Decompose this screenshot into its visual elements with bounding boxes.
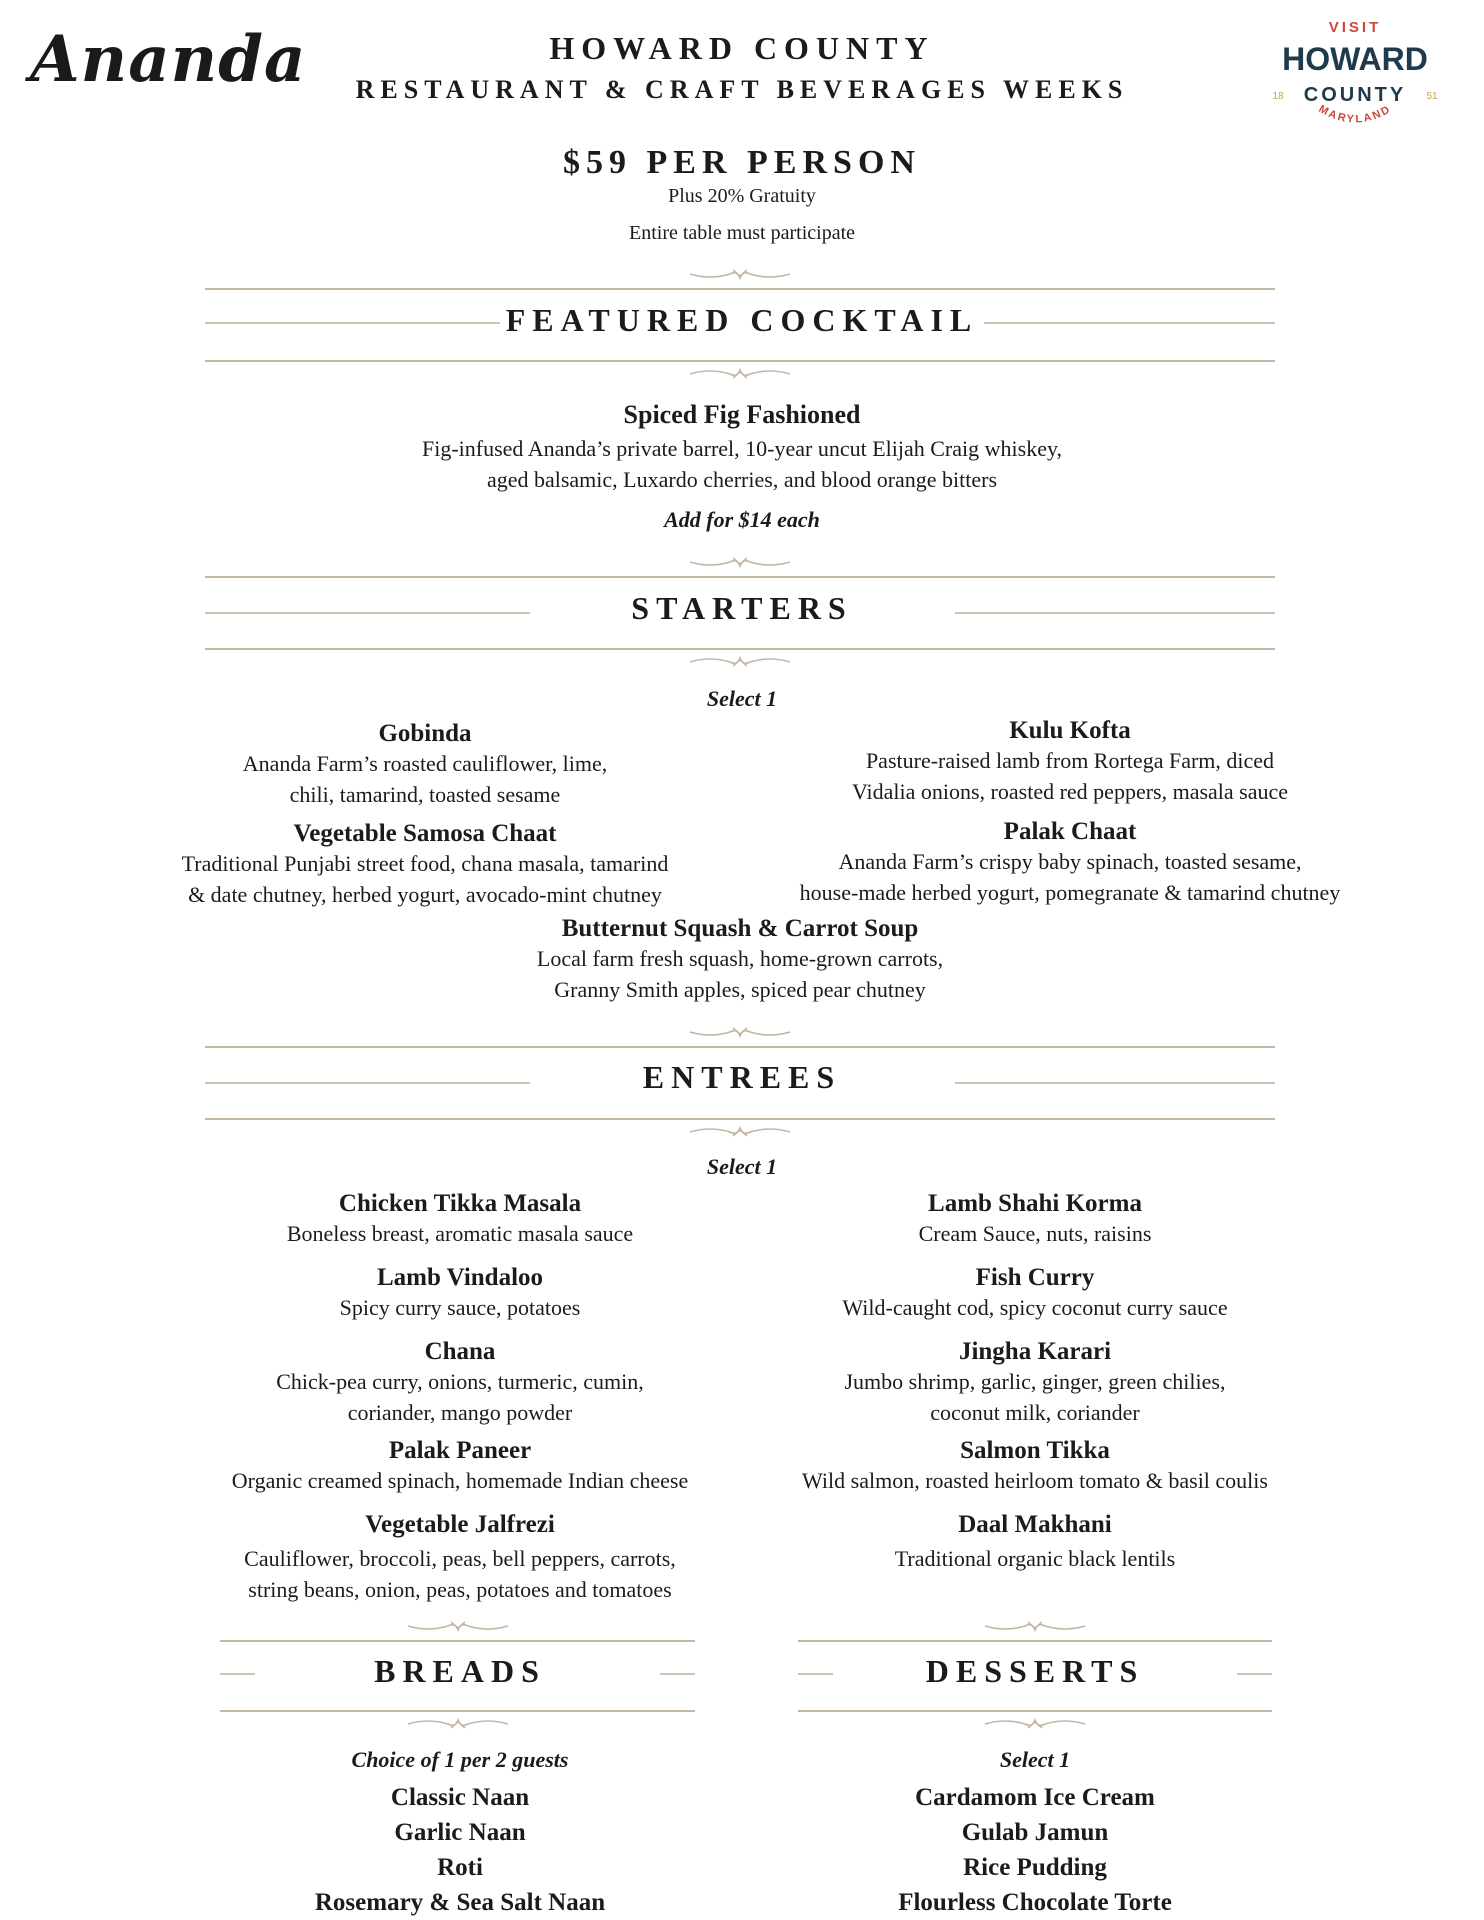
starters-section-title-wrap [0, 590, 1484, 627]
entree-name: Lamb Vindaloo [376, 1264, 544, 1291]
dessert-item: Cardamom Ice Cream [915, 1784, 1155, 1811]
flourish-ornament-icon [685, 552, 795, 576]
starter-name: Butternut Squash & Carrot Soup [561, 915, 919, 942]
starter-desc: Vidalia onions, roasted red peppers, masala sauce [851, 779, 1289, 804]
starter-name: Palak Chaat [1003, 818, 1137, 845]
logo-county: COUNTY [1303, 84, 1407, 106]
entree-item [160, 1437, 760, 1496]
flourish-ornament-icon [403, 1710, 513, 1734]
cocktail-name: Spiced Fig Fashioned [623, 400, 861, 429]
entree-item [160, 1511, 760, 1605]
entrees-section-title: ENTREES [637, 1059, 847, 1095]
starter-item [400, 915, 1080, 1005]
starter-desc: Traditional Punjabi street food, chana masala, tamarind [181, 851, 669, 876]
starter-desc: & date chutney, herbed yogurt, avocado-mint chutney [188, 882, 662, 907]
starter-desc: Pasture-raised lamb from Rortega Farm, diced [865, 748, 1275, 773]
entree-desc: Traditional organic black lentils [894, 1546, 1176, 1571]
logo-howard: HOWARD [1282, 41, 1428, 77]
entree-desc: string beans, onion, peas, potatoes and tomatoes [248, 1577, 672, 1602]
starter-desc: chili, tamarind, toasted sesame [289, 782, 561, 807]
divider-rule-top [205, 288, 1275, 290]
cocktail-section-title-wrap [0, 302, 1484, 339]
entree-item [740, 1190, 1330, 1249]
entree-desc: Spicy curry sauce, potatoes [339, 1295, 581, 1320]
cocktail-desc-line1: Fig-infused Ananda’s private barrel, 10-year uncut Elijah Craig whiskey, [421, 436, 1063, 461]
starters-select: Select 1 [706, 686, 778, 711]
logo-year-right: 51 [1426, 91, 1438, 102]
desserts-section-title: DESSERTS [920, 1653, 1151, 1689]
flourish-ornament-icon [980, 1710, 1090, 1734]
desserts-list [790, 1780, 1280, 1920]
entree-name: Jingha Karari [958, 1338, 1112, 1365]
entree-name: Fish Curry [975, 1264, 1095, 1291]
breads-select: Choice of 1 per 2 guests [351, 1747, 569, 1772]
entree-item [160, 1338, 760, 1428]
entree-desc: Cream Sauce, nuts, raisins [918, 1221, 1152, 1246]
dessert-item: Flourless Chocolate Torte [898, 1889, 1172, 1916]
entree-desc: coriander, mango powder [347, 1400, 573, 1425]
starter-desc: Ananda Farm’s roasted cauliflower, lime, [242, 751, 608, 776]
entrees-section-title-wrap [0, 1059, 1484, 1096]
divider-rule-top [205, 1046, 1275, 1048]
entree-desc: coconut milk, coriander [930, 1400, 1140, 1425]
bread-item: Rosemary & Sea Salt Naan [314, 1889, 606, 1916]
starter-name: Vegetable Samosa Chaat [293, 820, 557, 847]
flourish-ornament-icon [685, 1022, 795, 1046]
starter-desc: house-made herbed yogurt, pomegranate & tamarind chutney [799, 880, 1341, 905]
divider-rule-top [798, 1640, 1272, 1642]
starter-item [740, 818, 1400, 908]
entree-desc: Cauliflower, broccoli, peas, bell peppers, carrots, [244, 1546, 676, 1571]
divider-rule-top [220, 1640, 695, 1642]
howard-county-logo-graphic [1250, 10, 1460, 130]
participation-note: Entire table must participate [628, 222, 856, 244]
ananda-logo-text: Ananda [30, 22, 307, 97]
starter-desc: Local farm fresh squash, home-grown carrots, [536, 946, 944, 971]
flourish-ornament-icon [980, 1616, 1090, 1640]
entree-desc: Wild-caught cod, spicy coconut curry sauce [842, 1295, 1228, 1320]
bread-item: Classic Naan [390, 1784, 530, 1811]
entree-name: Salmon Tikka [960, 1437, 1110, 1464]
header-subtitle: RESTAURANT & CRAFT BEVERAGES WEEKS [355, 75, 1129, 104]
entree-item [160, 1190, 760, 1249]
breads-section-title-wrap [215, 1653, 705, 1690]
entree-item [740, 1511, 1330, 1574]
dessert-item: Rice Pudding [963, 1854, 1107, 1881]
entree-desc: Chick-pea curry, onions, turmeric, cumin, [276, 1369, 644, 1394]
entree-desc: Boneless breast, aromatic masala sauce [286, 1221, 634, 1246]
bread-item: Garlic Naan [394, 1819, 526, 1846]
flourish-ornament-icon [685, 264, 795, 288]
gratuity-note: Plus 20% Gratuity [668, 185, 816, 207]
entree-item [160, 1264, 760, 1323]
starter-item [740, 717, 1400, 807]
entree-name: Daal Makhani [958, 1511, 1112, 1538]
entree-name: Palak Paneer [388, 1437, 532, 1464]
entree-desc: Organic creamed spinach, homemade Indian cheese [231, 1468, 689, 1493]
price: $59 PER PERSON [563, 144, 921, 181]
desserts-section-title-wrap [790, 1653, 1280, 1690]
flourish-ornament-icon [685, 648, 795, 672]
starter-name: Gobinda [378, 720, 472, 747]
entree-item [740, 1338, 1330, 1428]
cocktail-addon: Add for $14 each [664, 507, 820, 532]
logo-year-left: 18 [1272, 91, 1284, 102]
starter-item [120, 820, 730, 910]
flourish-ornament-icon [685, 1118, 795, 1142]
header-title: HOWARD COUNTY [549, 30, 935, 66]
entree-item [740, 1437, 1330, 1496]
starter-item [120, 720, 730, 810]
entree-item [740, 1264, 1330, 1323]
flourish-ornament-icon [403, 1616, 513, 1640]
logo-visit: VISIT [1328, 19, 1382, 36]
starter-desc: Ananda Farm’s crispy baby spinach, toasted sesame, [838, 849, 1302, 874]
dessert-item: Gulab Jamun [961, 1819, 1109, 1846]
starter-name: Kulu Kofta [1009, 717, 1131, 744]
cocktail-section-title: FEATURED COCKTAIL [500, 302, 985, 338]
bread-item: Roti [437, 1854, 483, 1881]
entree-name: Chana [424, 1338, 496, 1365]
visit-howard-county-logo [1250, 10, 1460, 130]
entree-name: Vegetable Jalfrezi [365, 1511, 555, 1538]
entree-desc: Wild salmon, roasted heirloom tomato & basil coulis [802, 1468, 1268, 1493]
logo-maryland: MARYLAND [1316, 102, 1394, 126]
flourish-ornament-icon [685, 360, 795, 384]
starters-section-title: STARTERS [625, 590, 858, 626]
entree-name: Chicken Tikka Masala [338, 1190, 582, 1217]
divider-rule-top [205, 576, 1275, 578]
cocktail-desc-line2: aged balsamic, Luxardo cherries, and blood orange bitters [486, 467, 998, 492]
starter-desc: Granny Smith apples, spiced pear chutney [554, 977, 926, 1002]
entrees-select: Select 1 [706, 1154, 778, 1179]
entree-desc: Jumbo shrimp, garlic, ginger, green chilies, [844, 1369, 1226, 1394]
breads-section-title: BREADS [368, 1653, 552, 1689]
desserts-select: Select 1 [999, 1747, 1071, 1772]
breads-list [215, 1780, 705, 1920]
entree-name: Lamb Shahi Korma [928, 1190, 1142, 1217]
